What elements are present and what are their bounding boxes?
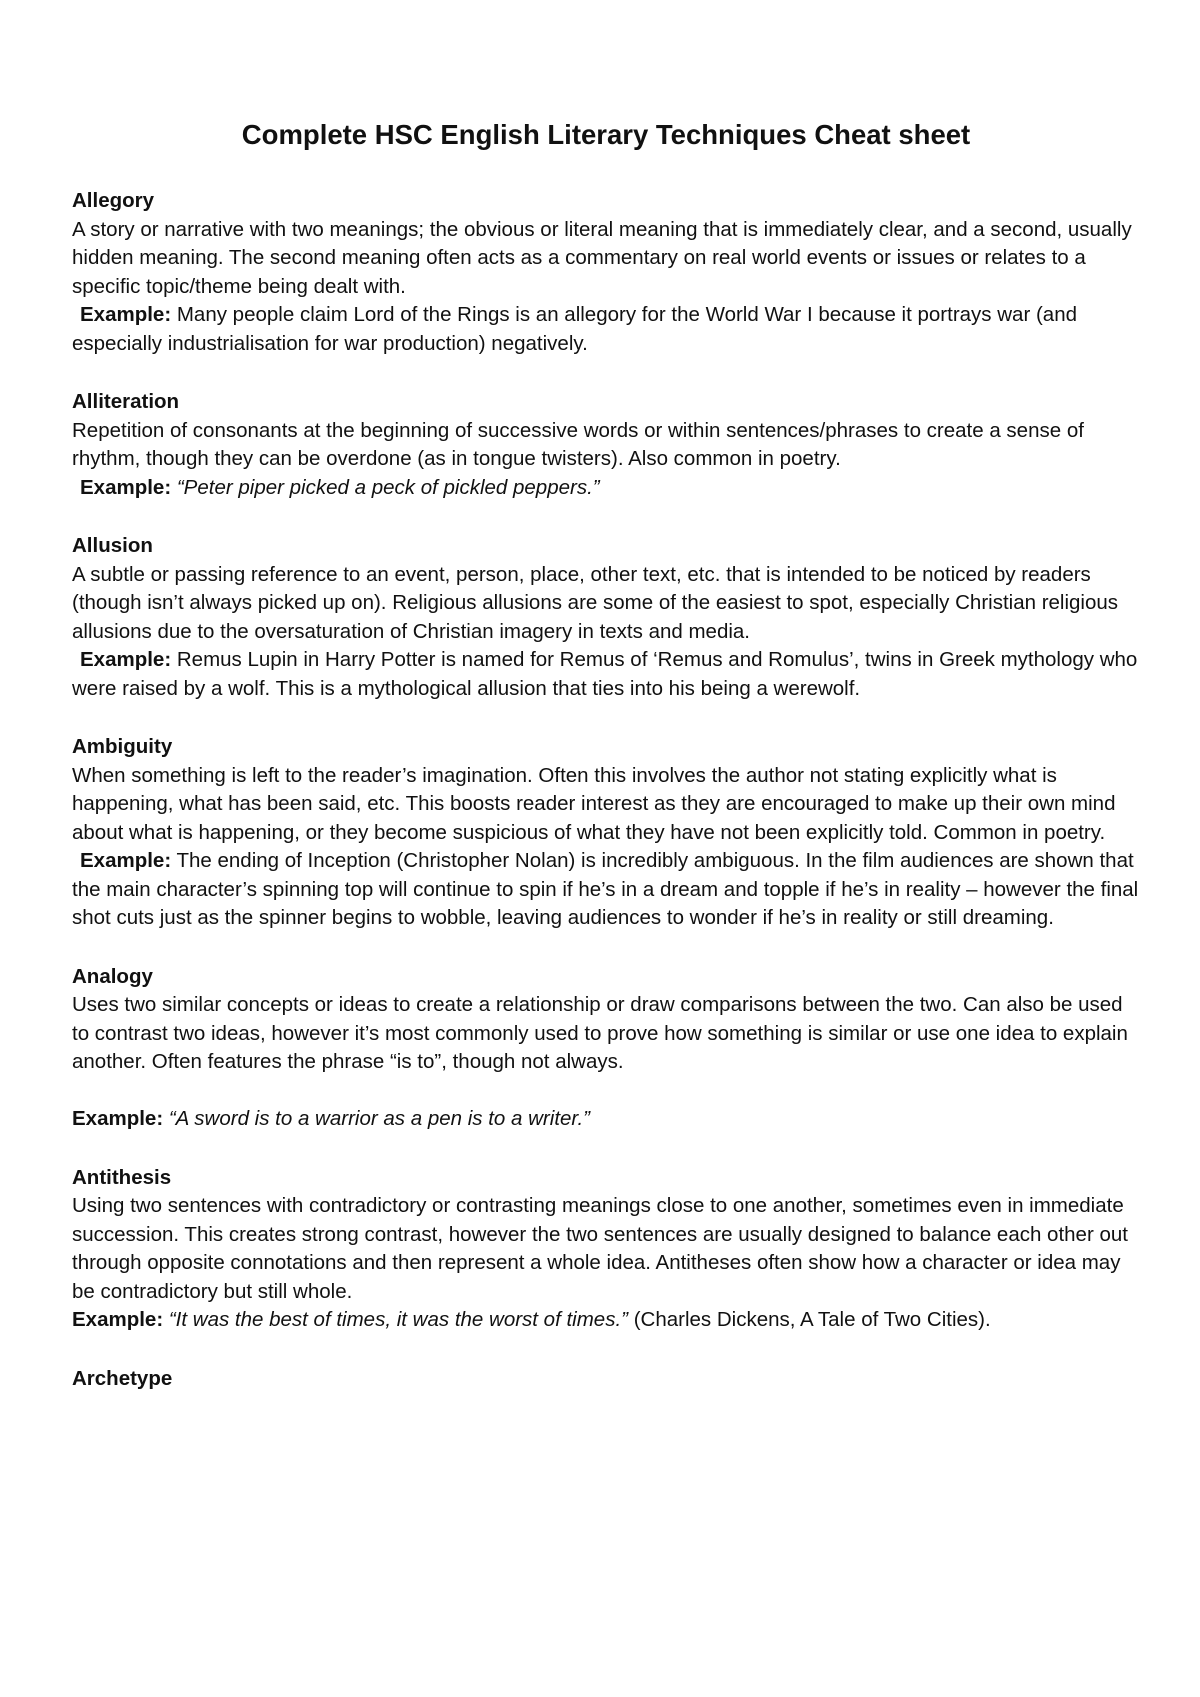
term-allusion — [72, 532, 1140, 703]
term-example — [72, 474, 1140, 503]
example-text: (Charles Dickens, A Tale of Two Cities). — [633, 1308, 991, 1331]
example-text: Remus Lupin in Harry Potter is named for Remus of ‘Remus and Romulus’, twins in Greek mythology who were raised by a wolf. This is a mythological allusion that ties into his being a werewolf. — [72, 648, 1138, 700]
term-heading: Antithesis — [72, 1165, 172, 1189]
term-definition: When something is left to the reader’s imagination. Often this involves the author not stating explicitly what is happening, what has been said, etc. This boosts reader interest as they are encouraged to make up their own mind about what is happening, or they become suspicious of what they have not been explicitly told. Common in poetry. — [72, 763, 1116, 844]
page-title: Complete HSC English Literary Techniques Cheat sheet — [241, 119, 971, 150]
example-label: Example: — [80, 303, 172, 326]
term-heading: Allegory — [72, 189, 155, 212]
term-analogy — [72, 963, 1140, 1134]
example-quote: “Peter piper picked a peck of pickled peppers.” — [176, 475, 600, 499]
term-archetype — [72, 1365, 1140, 1394]
term-heading: Allusion — [72, 534, 153, 557]
term-heading: Ambiguity — [72, 735, 173, 758]
example-label: Example: — [80, 475, 172, 499]
term-definition: A story or narrative with two meanings; the obvious or literal meaning that is immediately clear, and a second, usually hidden meaning. The second meaning often acts as a commentary on real world events or issues or relates to a specific topic/theme being dealt with. — [72, 217, 1132, 298]
example-label: Example: — [80, 648, 172, 671]
term-example — [72, 1105, 1140, 1134]
example-quote: “A sword is to a warrior as a pen is to a writer.” — [168, 1107, 591, 1130]
term-example — [72, 1306, 1140, 1335]
example-quote: “It was the best of times, it was the worst of times.” — [168, 1308, 628, 1331]
term-heading: Archetype — [72, 1366, 173, 1390]
term-example — [72, 847, 1140, 933]
term-ambiguity — [72, 733, 1140, 933]
term-allegory — [72, 187, 1140, 358]
term-antithesis — [72, 1164, 1140, 1335]
term-definition: A subtle or passing reference to an event, person, place, other text, etc. that is intended to be noticed by readers (though isn’t always picked up on). Religious allusions are some of the easiest to spot, especially Christian religious allusions due to the oversaturation of Christian imagery in texts and media. — [72, 562, 1119, 643]
term-alliteration — [72, 388, 1140, 502]
example-label: Example: — [80, 849, 172, 872]
term-heading: Alliteration — [72, 390, 180, 413]
term-heading: Analogy — [72, 964, 153, 988]
term-example — [72, 646, 1140, 703]
example-label: Example: — [72, 1308, 164, 1331]
example-text: The ending of Inception (Christopher Nolan) is incredibly ambiguous. In the film audiences are shown that the main character’s spinning top will continue to spin if he’s in a dream and topple if he’s in reality – however the final shot cuts just as the spinner begins to wobble, leaving audiences to wonder if he’s in reality or still dreaming. — [72, 849, 1139, 929]
example-text: Many people claim Lord of the Rings is an allegory for the World War I because it portrays war (and especially industrialisation for war production) negatively. — [72, 303, 1077, 355]
example-label: Example: — [72, 1107, 164, 1130]
term-example — [72, 301, 1140, 358]
term-definition: Repetition of consonants at the beginning of successive words or within sentences/phrases to create a sense of rhythm, though they can be overdone (as in tongue twisters). Also common in poetry. — [72, 418, 1084, 470]
term-definition: Using two sentences with contradictory or contrasting meanings close to one another, sometimes even in immediate succession. This creates strong contrast, however the two sentences are usually designed to balance each other out through opposite connotations and then represent a whole idea. Antitheses often show how a character or idea may be contradictory but still whole. — [72, 1194, 1128, 1303]
term-definition: Uses two similar concepts or ideas to create a relationship or draw comparisons between the two. Can also be used to contrast two ideas, however it’s most commonly used to prove how something is similar or use one idea to explain another. Often features the phrase “is to”, though not always. — [72, 993, 1128, 1073]
